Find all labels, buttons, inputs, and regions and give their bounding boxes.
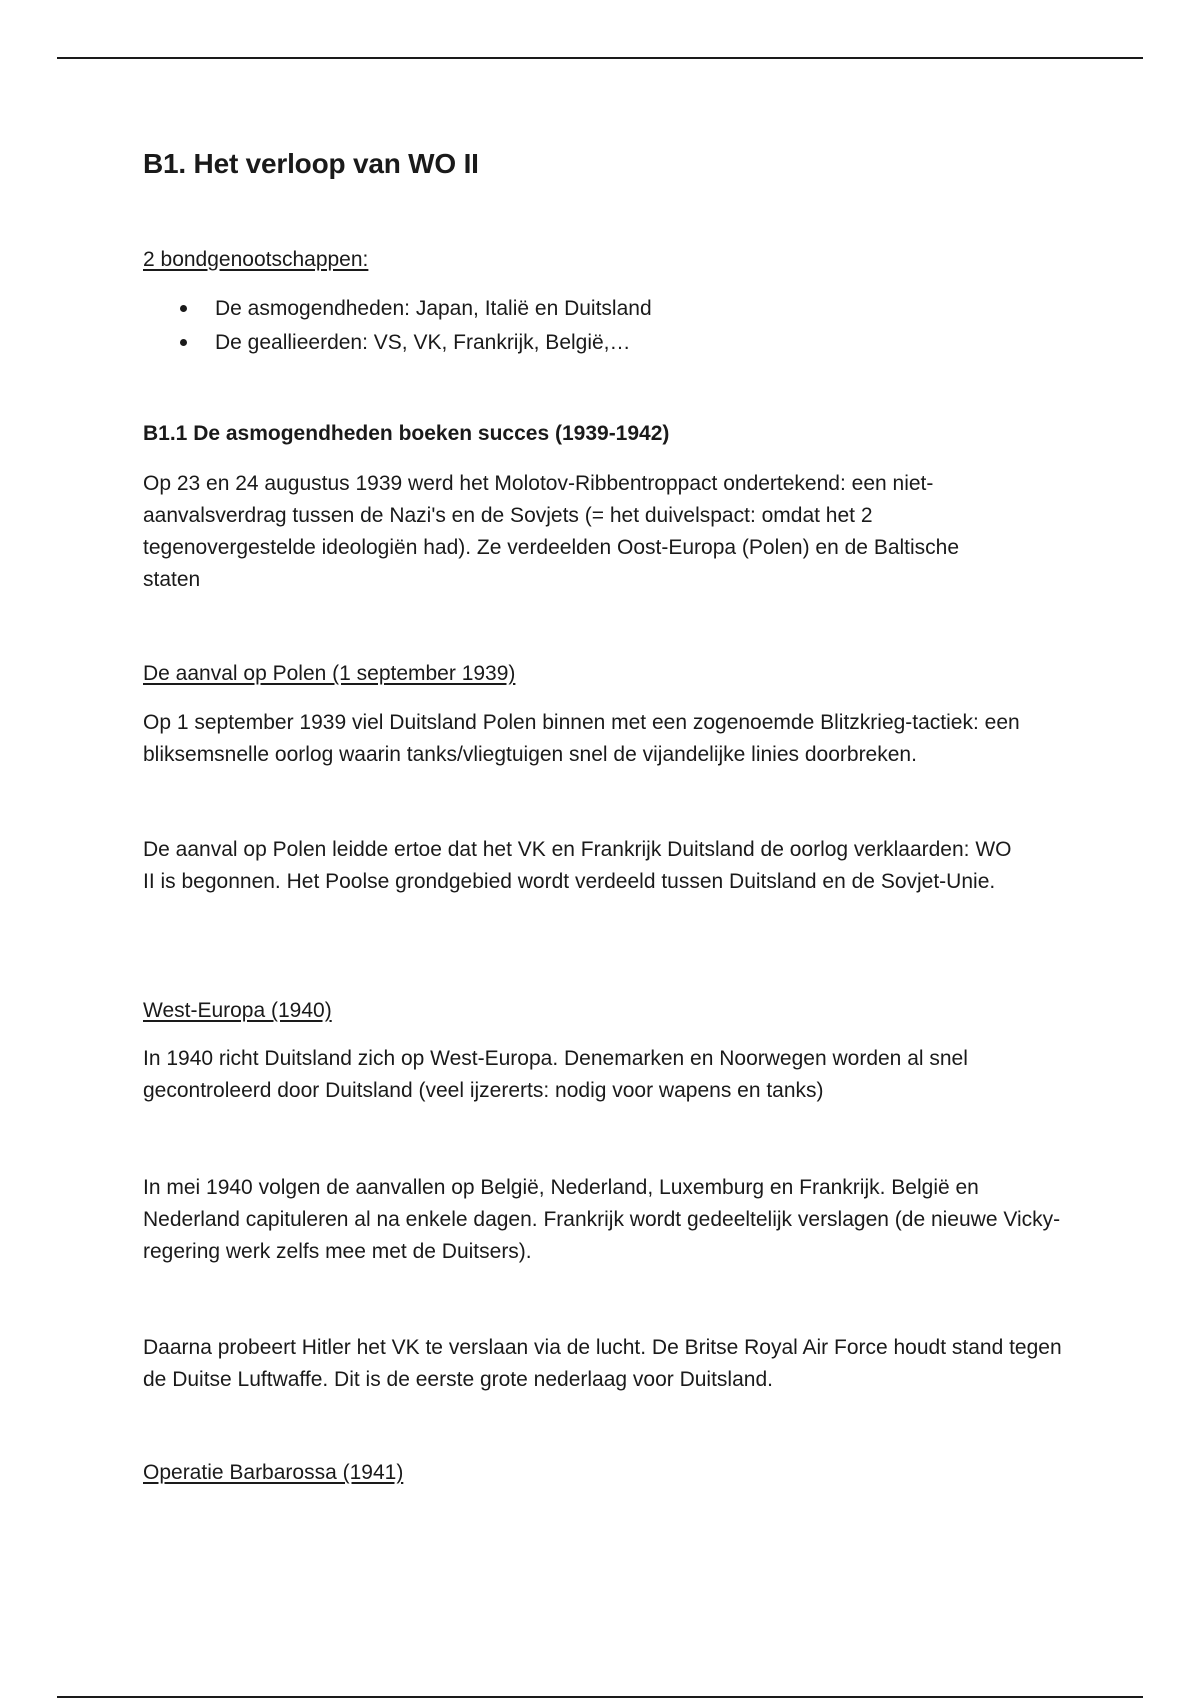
list-item — [143, 292, 1083, 326]
top-rule — [57, 57, 1143, 59]
west-paragraph-1: In 1940 richt Duitsland zich op West-Europa. Denemarken en Noorwegen worden al snel gecontroleerd door Duitsland (veel ijzererts: nodig voor wapens en tanks) — [143, 1047, 968, 1102]
section-heading: B1.1 De asmogendheden boeken succes (1939-1942) — [143, 422, 670, 445]
west-heading: West-Europa (1940) — [143, 999, 332, 1022]
section-intro: Op 23 en 24 augustus 1939 werd het Molotov-Ribbentroppact ondertekend: een niet-aanvalsverdrag tussen de Nazi's en de Sovjets (= het duivelspact: omdat het 2 tegenovergestelde ideologiën had). Ze verdeelden Oost-Europa (Polen) en de Baltische staten — [143, 472, 960, 591]
bullet-icon — [180, 339, 187, 346]
bullet-icon — [180, 305, 187, 312]
list-item-text: De geallieerden: VS, VK, Frankrijk, België,… — [215, 331, 631, 354]
alliances-heading: 2 bondgenootschappen: — [143, 248, 369, 271]
west-paragraph-3: Daarna probeert Hitler het VK te verslaan via de lucht. De Britse Royal Air Force houdt stand tegen de Duitse Luftwaffe. Dit is de eerste grote nederlaag voor Duitsland. — [143, 1336, 1062, 1391]
poland-heading: De aanval op Polen (1 september 1939) — [143, 662, 516, 685]
bottom-rule — [57, 1696, 1143, 1698]
poland-paragraph-2: De aanval op Polen leidde ertoe dat het VK en Frankrijk Duitsland de oorlog verklaarden: WO II is begonnen. Het Poolse grondgebied wordt verdeeld tussen Duitsland en de Sovjet-Unie. — [143, 838, 1012, 893]
poland-paragraph-1: Op 1 september 1939 viel Duitsland Polen binnen met een zogenoemde Blitzkrieg-tactiek: een bliksemsnelle oorlog waarin tanks/vliegtuigen snel de vijandelijke linies doorbreken. — [143, 711, 1020, 766]
list-item — [143, 326, 1083, 360]
barbarossa-heading: Operatie Barbarossa (1941) — [143, 1461, 404, 1484]
west-paragraph-2: In mei 1940 volgen de aanvallen op België, Nederland, Luxemburg en Frankrijk. België en Nederland capituleren al na enkele dagen. Frankrijk wordt gedeeltelijk verslagen (de nieuwe Vicky-regering werk zelfs mee met de Duitsers). — [143, 1176, 1061, 1263]
page-title: B1. Het verloop van WO II — [143, 148, 479, 179]
alliances-list — [143, 292, 1083, 360]
list-item-text: De asmogendheden: Japan, Italië en Duitsland — [215, 297, 652, 320]
